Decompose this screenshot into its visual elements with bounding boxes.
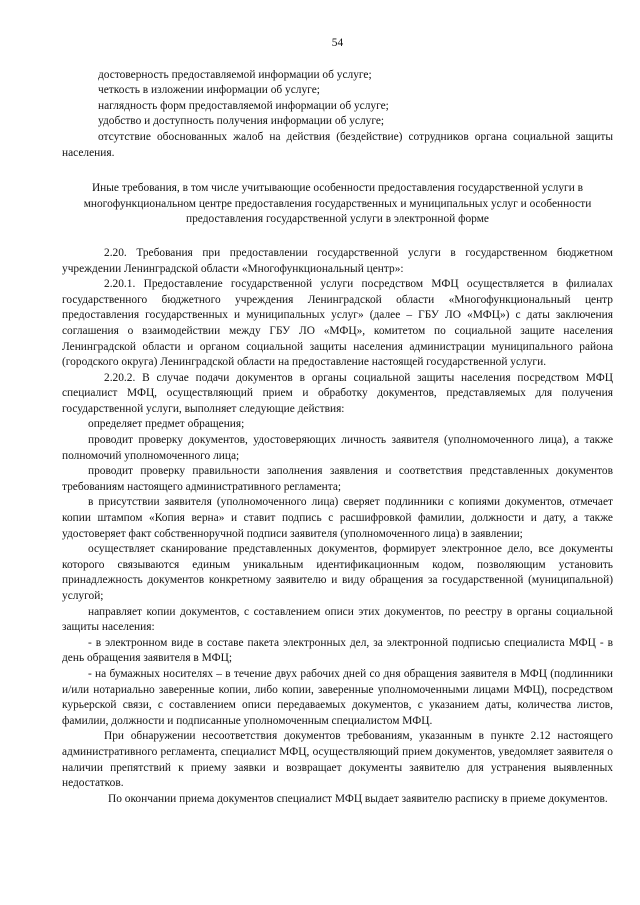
action-item: определяет предмет обращения;	[88, 418, 245, 431]
list-item: наглядность форм предоставляемой информации об услуге;	[98, 99, 389, 112]
list-item: достоверность предоставляемой информации об услуге;	[98, 68, 372, 81]
action-item: в присутствии заявителя (уполномоченного лица) сверяет подлинники с копиями документов, отмечает копии штампом «Копия верна» и ставит подпись с расшифровкой фамилии, должности и дату, а также удостоверяет факт собственноручной подписи заявителя (уполномоченного лица) в заявлении;	[62, 496, 613, 540]
paragraph-2-20: 2.20. Требования при предоставлении государственной услуги в государственном бюджетном учреждении Ленинградской области «Многофункциональный центр»:	[62, 246, 613, 275]
paragraph-2-20-1: 2.20.1. Предоставление государственной услуги посредством МФЦ осуществляется в филиалах государственного бюджетного учреждения Ленинградской области «Многофункциональный центр предоставления государственных и муниципальных услуг» (далее – ГБУ ЛО «МФЦ») с даты заключения соглашения о взаимодействии между ГБУ ЛО «МФЦ», комитетом по социальной защите населения Ленинградской области и органом социальной защиты населения администрации муниципального района (городского округа) Ленинградской области на предоставление настоящей государственной услуги.	[62, 278, 613, 369]
section-heading: Иные требования, в том числе учитывающие особенности предоставления государственной услуги в многофункциональном центре предоставления государственных и муниципальных услуг и особенности предоставления государственной услуги в электронной форме	[83, 182, 592, 226]
paragraph-end: По окончании приема документов специалист МФЦ выдает заявителю расписку в приеме документов.	[108, 792, 608, 805]
list-item: четкость в изложении информации об услуге;	[98, 84, 320, 97]
action-item: - в электронном виде в составе пакета электронных дел, за электронной подписью специалиста МФЦ - в день обращения заявителя в МФЦ;	[62, 636, 613, 665]
action-item: - на бумажных носителях – в течение двух рабочих дней со дня обращения заявителя в МФЦ (подлинники и/или нотариально заверенные копии, либо копии, заверенные уполномоченными лицами МФЦ), посредством курьерской связи, с составлением описи передаваемых документов, с указанием даты, количества листов, фамилии, должности и подписанные уполномоченным специалистом МФЦ.	[62, 667, 613, 727]
action-item: направляет копии документов, с составлением описи этих документов, по реестру в органы социальной защиты населения:	[62, 605, 613, 634]
paragraph-2-20-2: 2.20.2. В случае подачи документов в органы социальной защиты населения посредством МФЦ специалист МФЦ, осуществляющий прием и обработку документов, представляемых для получения государственной услуги, выполняет следующие действия:	[62, 371, 613, 415]
action-item: проводит проверку документов, удостоверяющих личность заявителя (уполномоченного лица), а также полномочий уполномоченного лица;	[62, 434, 613, 462]
list-item: удобство и доступность получения информации об услуге;	[98, 115, 385, 128]
action-item: проводит проверку правильности заполнения заявления и соответствия представленных документов требованиям настоящего административного регламента;	[62, 465, 613, 493]
paragraph-mismatch: При обнаружении несоответствия документов требованиям, указанным в пункте 2.12 настоящего административного регламента, специалист МФЦ, осуществляющий прием документов, уведомляет заявителя о наличии препятствий к приему заявки и возвращает документы заявителю для устранения выявленных недостатков.	[62, 730, 613, 790]
page-number: 54	[331, 37, 344, 49]
action-item: осуществляет сканирование представленных документов, формирует электронное дело, все документы которого связываются единым уникальным идентификационным кодом, позволяющим установить принадлежность документов конкретному заявителю и виду обращения за государственной (муниципальной) услугой;	[62, 543, 613, 602]
quality-indicators-list	[62, 68, 613, 162]
list-item: отсутствие обоснованных жалоб на действия (бездействие) сотрудников органа социальной защиты населения.	[62, 130, 613, 159]
